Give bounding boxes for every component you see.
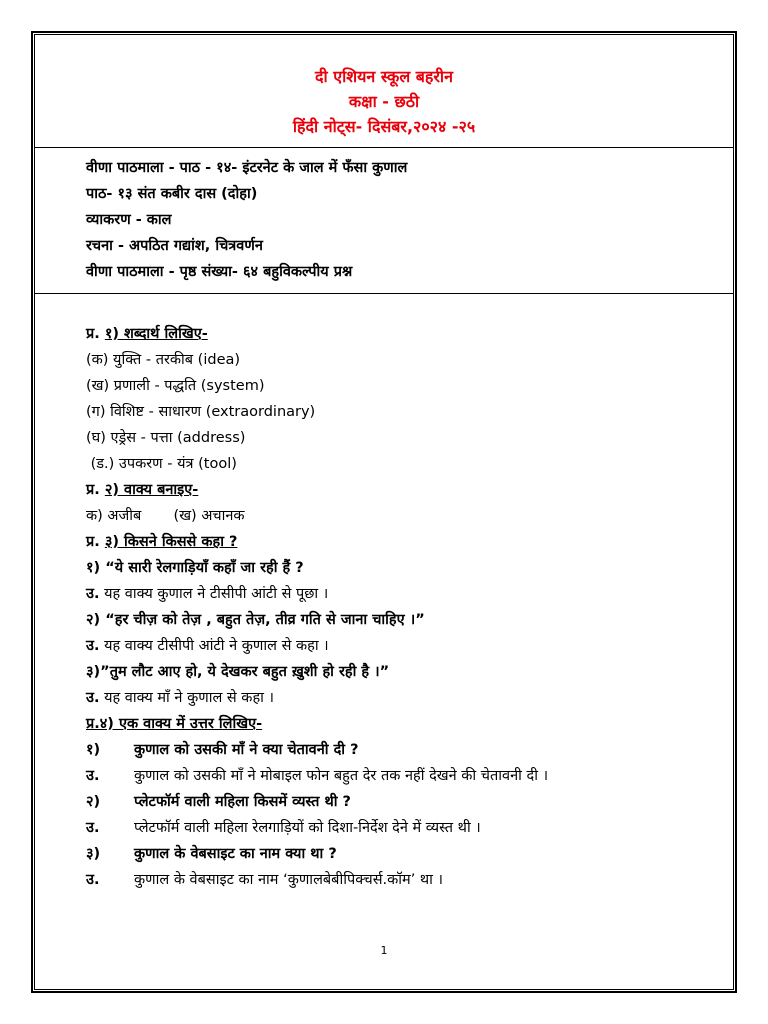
header-divider [34,147,734,148]
answer-text: कुणाल को उसकी माँ ने मोबाइल फोन बहुत देर तक नहीं देखने की चेतावनी दी । [134,768,549,784]
question-text: प्लेटफॉर्म वाली महिला किसमें व्यस्त थी ? [134,794,351,810]
quote-answer [86,688,706,714]
short-question [86,792,706,818]
answer-label: उ. [86,820,100,836]
answer-label: उ. [86,872,100,888]
school-name: दी एशियन स्कूल बहरीन [315,67,453,86]
topic-line: व्याकरण - काल [86,212,172,228]
question-3-heading [86,532,706,558]
question-1-heading [86,324,706,350]
question-4-heading: प्र.४) एक वाक्य में उत्तर लिखिए- [86,716,263,732]
quote-answer [86,584,706,610]
short-question [86,844,706,870]
question-title: २) वाक्य बनाइए- [104,482,199,498]
class-name: कक्षा - छठी [348,92,420,111]
word-meaning-item: (ख) प्रणाली - पद्धति (system) [86,378,265,394]
quote-question: २) “हर चीज़ को तेज़ , बहुत तेज़, तीव्र गति से जाना चाहिए ।” [86,612,425,628]
quote-question: १) “ये सारी रेलगाड़ियाँ कहाँ जा रही हैं ? [86,560,304,576]
topics-list [86,158,407,288]
answer-text: यह वाक्य माँ ने कुणाल से कहा । [104,690,275,706]
question-2-heading [86,480,706,506]
document-header [0,64,768,139]
answer-label: उ. [86,690,100,706]
word-meaning-item: (ग) विशिष्ट - साधारण (extraordinary) [86,404,316,420]
question-text: कुणाल को उसकी माँ ने क्या चेतावनी दी ? [134,742,359,758]
question-number: ३) [86,846,101,862]
short-question [86,740,706,766]
question-number: २) [86,794,101,810]
answer-label: उ. [86,586,100,602]
topic-line: पाठ- १३ संत कबीर दास (दोहा) [86,186,258,202]
answer-text: प्लेटफॉर्म वाली महिला रेलगाड़ियों को दिशा-निर्देश देने में व्यस्त थी । [134,820,481,836]
question-prefix: प्र. [86,482,100,498]
short-answer [86,766,706,792]
word-meaning-item: (घ) एड्रेस - पत्ता (address) [86,430,246,446]
question-prefix: प्र. [86,326,100,342]
page-number: 1 [380,944,388,957]
question-prefix: प्र. [86,534,100,550]
short-answer [86,818,706,844]
sentence-words: क) अजीब (ख) अचानक [86,508,245,524]
notes-body [86,324,706,896]
answer-label: उ. [86,638,100,654]
question-title: ३) किसने किससे कहा ? [104,534,238,550]
word-meaning-item: (क) युक्ति - तरकीब (idea) [86,352,241,368]
question-title: १) शब्दार्थ लिखिए- [104,326,208,342]
answer-label: उ. [86,768,100,784]
topic-line: वीणा पाठमाला - पृष्ठ संख्या- ६४ बहुविकल्पीय प्रश्न [86,264,353,280]
quote-answer [86,636,706,662]
quote-question: ३)”तुम लौट आए हो, ये देखकर बहुत ख़ुशी हो रही है ।” [86,664,390,680]
answer-text: यह वाक्य कुणाल ने टीसीपी आंटी से पूछा । [104,586,329,602]
notes-title: हिंदी नोट्स- दिसंबर,२०२४ -२५ [292,117,476,136]
topics-divider [34,293,734,294]
short-answer [86,870,706,896]
answer-text: यह वाक्य टीसीपी आंटी ने कुणाल से कहा । [104,638,329,654]
word-meaning-item: (ड.) उपकरण - यंत्र (tool) [86,456,237,472]
question-number: १) [86,742,101,758]
topic-line: रचना - अपठित गद्यांश, चित्रवर्णन [86,238,263,254]
topic-line: वीणा पाठमाला - पाठ - १४- इंटरनेट के जाल में फँसा कुणाल [86,160,408,176]
answer-text: कुणाल के वेबसाइट का नाम ‘कुणालबेबीपिक्चर्स.कॉम’ था । [134,872,444,888]
question-text: कुणाल के वेबसाइट का नाम क्या था ? [134,846,337,862]
